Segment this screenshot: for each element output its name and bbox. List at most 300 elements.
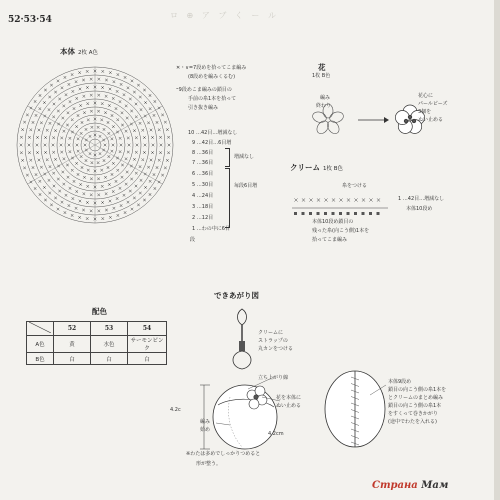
- single-crochet-mark: [112, 97, 115, 100]
- cotton-note-1: ※わたは多めでしっかりつめると: [186, 451, 261, 457]
- color-header-53: 53: [91, 322, 128, 336]
- single-crochet-mark: [144, 186, 147, 189]
- single-crochet-mark: [143, 151, 146, 154]
- single-crochet-mark: [52, 116, 55, 119]
- single-crochet-mark: [107, 155, 110, 158]
- single-crochet-mark: [32, 121, 35, 124]
- single-crochet-mark: [43, 115, 46, 118]
- single-crochet-mark: [32, 166, 35, 169]
- single-crochet-mark: [64, 76, 67, 79]
- single-crochet-mark: [135, 185, 138, 188]
- single-crochet-mark: [30, 181, 33, 184]
- single-crochet-mark: [79, 200, 82, 203]
- start-label-2: 始め: [200, 427, 211, 433]
- bracket-8: [225, 148, 230, 167]
- single-crochet-mark: [91, 126, 94, 129]
- body-round-10-stitch: [377, 212, 380, 215]
- color-row-a: [27, 336, 167, 353]
- single-crochet-mark: [144, 115, 147, 118]
- single-crochet-mark: [66, 124, 69, 127]
- single-crochet-mark: [78, 71, 81, 74]
- single-crochet-mark: [161, 114, 164, 117]
- body-round-10-stitch: [369, 212, 372, 215]
- watermark-text-2: Мам: [421, 480, 449, 491]
- single-crochet-mark: [81, 121, 84, 124]
- single-crochet-mark: [126, 171, 129, 174]
- single-crochet-mark: [79, 183, 82, 186]
- single-crochet-mark: [39, 180, 42, 183]
- single-crochet-mark: [136, 144, 139, 147]
- single-crochet-mark: [81, 166, 84, 169]
- single-crochet-mark: [97, 178, 100, 181]
- cotton-note-2: 形が整う。: [196, 461, 222, 467]
- single-crochet-mark: [144, 144, 147, 147]
- single-crochet-mark: [35, 173, 38, 176]
- cream-note-2: 残った糸(向こう側)1本を: [312, 228, 370, 234]
- single-crochet-mark: [103, 159, 106, 162]
- single-crochet-mark: [35, 114, 38, 117]
- single-crochet-mark: [131, 208, 134, 211]
- single-crochet-mark: [107, 166, 110, 169]
- single-crochet-mark: [63, 183, 66, 186]
- pearl-bead: [412, 119, 416, 123]
- bracket-7-2: [225, 168, 230, 228]
- single-crochet-mark: [63, 158, 66, 161]
- single-crochet-mark: [71, 169, 74, 172]
- single-crochet-mark: [62, 117, 65, 120]
- single-crochet-mark: [115, 107, 118, 110]
- cream-stitch-mark: [377, 198, 380, 201]
- color-table-header: [27, 322, 167, 336]
- single-crochet-mark: [99, 152, 102, 155]
- page-number: 52·53·54: [8, 15, 52, 25]
- round-4: 4 …24目: [192, 193, 214, 199]
- single-crochet-mark: [30, 107, 33, 110]
- single-crochet-mark: [105, 95, 108, 98]
- single-crochet-mark: [48, 192, 51, 195]
- single-crochet-mark: [130, 178, 133, 181]
- single-crochet-mark: [44, 199, 47, 202]
- single-crochet-mark: [129, 190, 132, 193]
- color-row-a-53: 水色: [91, 336, 128, 353]
- single-crochet-mark: [65, 194, 68, 197]
- single-crochet-mark: [21, 159, 24, 162]
- single-crochet-mark: [121, 164, 124, 167]
- single-crochet-mark: [86, 102, 89, 105]
- single-crochet-mark: [20, 151, 23, 154]
- single-crochet-mark: [73, 180, 76, 183]
- single-crochet-mark: [130, 123, 133, 126]
- single-crochet-mark: [111, 173, 114, 176]
- cream-row1: 1 …42目…増減なし: [398, 196, 445, 202]
- single-crochet-mark: [127, 87, 130, 90]
- single-crochet-mark: [86, 217, 89, 220]
- single-crochet-mark: [120, 83, 123, 86]
- single-crochet-mark: [83, 176, 86, 179]
- single-crochet-mark: [71, 131, 74, 134]
- color-header-empty: [27, 322, 54, 336]
- single-crochet-mark: [89, 152, 92, 155]
- single-crochet-mark: [29, 128, 32, 131]
- single-crochet-mark: [48, 179, 51, 182]
- single-crochet-mark: [85, 159, 88, 162]
- body-round-10-stitch: [347, 212, 350, 215]
- single-crochet-mark: [123, 93, 126, 96]
- single-crochet-mark: [26, 174, 29, 177]
- single-crochet-mark: [90, 178, 93, 181]
- single-crochet-mark: [72, 197, 75, 200]
- single-crochet-mark: [125, 158, 128, 161]
- single-crochet-mark: [71, 214, 74, 217]
- single-crochet-mark: [131, 80, 134, 83]
- single-crochet-mark: [34, 187, 37, 190]
- single-crochet-mark: [159, 151, 162, 154]
- single-crochet-mark: [97, 161, 100, 164]
- cream-row0: 本体10段め: [406, 206, 433, 212]
- single-crochet-mark: [149, 180, 152, 183]
- color-row-a-52: 黄: [54, 336, 91, 353]
- single-crochet-mark: [44, 144, 47, 147]
- single-crochet-mark: [156, 121, 159, 124]
- single-crochet-mark: [113, 80, 116, 83]
- flower-end-label-2: 終わり: [316, 103, 332, 109]
- single-crochet-mark: [158, 128, 161, 131]
- single-crochet-mark: [97, 126, 100, 129]
- round-8-note: 増減なし: [234, 154, 255, 160]
- single-crochet-mark: [167, 151, 170, 154]
- single-crochet-mark: [133, 91, 136, 94]
- pearl-bead: [404, 119, 408, 123]
- round-4-note: 毎段6目増: [234, 183, 258, 189]
- single-crochet-mark: [82, 209, 85, 212]
- single-crochet-mark: [61, 87, 64, 90]
- single-crochet-mark: [65, 93, 68, 96]
- strap-note-1: クリームに: [258, 330, 284, 336]
- single-crochet-mark: [28, 144, 31, 147]
- single-crochet-mark: [21, 128, 24, 131]
- single-crochet-mark: [86, 86, 89, 89]
- single-crochet-mark: [66, 164, 69, 167]
- flower-on-body-note-2: ぬい止める: [276, 403, 302, 409]
- single-crochet-mark: [98, 210, 101, 213]
- single-crochet-mark: [57, 80, 60, 83]
- single-crochet-mark: [105, 209, 108, 212]
- body-crochet-chart: [10, 60, 180, 230]
- single-crochet-mark: [52, 172, 55, 175]
- single-crochet-mark: [68, 83, 71, 86]
- single-crochet-mark: [159, 136, 162, 139]
- flower-on-body-note-1: 花を本体に: [276, 395, 302, 401]
- right-note-2: 鎖目の向こう側の糸1本を: [388, 387, 447, 393]
- cream-thread-label: 糸をつける: [342, 183, 368, 189]
- single-crochet-mark: [127, 151, 130, 154]
- bead-note-1: 花心に: [418, 93, 434, 99]
- single-crochet-mark: [43, 173, 46, 176]
- single-crochet-mark: [127, 137, 130, 140]
- single-crochet-mark: [143, 199, 146, 202]
- single-crochet-mark: [100, 169, 103, 172]
- single-crochet-mark: [158, 107, 161, 110]
- cream-subtitle: 1枚 B色: [323, 166, 344, 172]
- right-note-3: とクリームのまとめ編み: [388, 395, 444, 401]
- single-crochet-mark: [139, 122, 142, 125]
- bead-note-4: ぬい止める: [418, 117, 444, 123]
- cream-stitch-mark: [332, 198, 335, 201]
- single-crochet-mark: [57, 178, 60, 181]
- single-crochet-mark: [75, 207, 78, 210]
- symbol-note-4: 手前の糸1本を拾って: [188, 96, 237, 102]
- single-crochet-mark: [125, 105, 128, 108]
- single-crochet-mark: [53, 103, 56, 106]
- single-crochet-mark: [39, 107, 42, 110]
- single-crochet-mark: [77, 173, 80, 176]
- single-crochet-mark: [100, 119, 103, 122]
- single-crochet-mark: [112, 190, 115, 193]
- single-crochet-mark: [107, 121, 110, 124]
- cream-stitch-mark: [302, 198, 305, 201]
- single-crochet-mark: [36, 136, 39, 139]
- single-crochet-mark: [52, 136, 55, 139]
- color-row-b-label: B色: [27, 353, 54, 365]
- single-crochet-mark: [26, 114, 29, 117]
- single-crochet-mark: [103, 128, 106, 131]
- single-crochet-mark: [97, 110, 100, 113]
- single-crochet-mark: [140, 108, 143, 111]
- single-crochet-mark: [86, 201, 89, 204]
- single-crochet-mark: [101, 70, 104, 73]
- single-crochet-mark: [166, 128, 169, 131]
- single-crochet-mark: [34, 100, 37, 103]
- single-crochet-mark: [139, 96, 142, 99]
- single-crochet-mark: [141, 129, 144, 132]
- single-crochet-mark: [52, 144, 55, 147]
- single-crochet-mark: [75, 190, 78, 193]
- color-row-b-54: 白: [128, 353, 167, 365]
- single-crochet-mark: [158, 181, 161, 184]
- round-3: 3 …18目: [192, 204, 214, 210]
- right-note-5: をすくって巻きかがり: [388, 411, 438, 417]
- single-crochet-mark: [124, 76, 127, 79]
- single-crochet-mark: [147, 122, 150, 125]
- cream-title-text: クリーム: [290, 163, 320, 172]
- single-crochet-mark: [28, 151, 31, 154]
- body-round-10-stitch: [339, 212, 342, 215]
- single-crochet-mark: [99, 135, 102, 138]
- single-crochet-mark: [112, 144, 115, 147]
- color-row-a-54: サーモンピンク: [128, 336, 167, 353]
- single-crochet-mark: [135, 151, 138, 154]
- single-crochet-mark: [67, 112, 70, 115]
- single-crochet-mark: [119, 137, 122, 140]
- body-round-10-stitch: [294, 212, 297, 215]
- cream-note-3: 拾ってこま編み: [312, 237, 348, 243]
- single-crochet-mark: [58, 190, 61, 193]
- single-crochet-mark: [133, 129, 136, 132]
- single-crochet-mark: [54, 197, 57, 200]
- single-crochet-mark: [43, 186, 46, 189]
- petal-stitch: [315, 119, 331, 136]
- single-crochet-mark: [80, 132, 83, 135]
- single-crochet-mark: [117, 73, 120, 76]
- single-crochet-mark: [154, 100, 157, 103]
- single-crochet-mark: [58, 98, 61, 101]
- single-crochet-mark: [71, 73, 74, 76]
- single-crochet-mark: [133, 158, 136, 161]
- single-crochet-mark: [140, 179, 143, 182]
- single-crochet-mark: [48, 108, 51, 111]
- single-crochet-mark: [109, 216, 112, 219]
- single-crochet-mark: [97, 194, 100, 197]
- single-crochet-mark: [82, 79, 85, 82]
- single-crochet-mark: [137, 204, 140, 207]
- right-note-1: 本体9段め: [388, 379, 412, 385]
- single-crochet-mark: [64, 211, 67, 214]
- single-crochet-mark: [85, 149, 88, 152]
- single-crochet-mark: [69, 150, 72, 153]
- round-10: 10 …42目…増減なし: [188, 130, 238, 136]
- strap-note-3: 丸カンをつける: [258, 346, 294, 352]
- start-label-1: 編み: [200, 419, 211, 425]
- symbol-note-1: ✕・∨=7段めを拾ってこま編み: [176, 65, 247, 71]
- single-crochet-mark: [113, 207, 116, 210]
- single-crochet-mark: [116, 131, 119, 134]
- single-crochet-mark: [87, 169, 90, 172]
- single-crochet-mark: [147, 166, 150, 169]
- cream-stitch-mark: [309, 198, 312, 201]
- size-label: 4.2c: [170, 407, 181, 413]
- single-crochet-mark: [91, 161, 94, 164]
- single-crochet-mark: [44, 136, 47, 139]
- single-crochet-mark: [115, 180, 118, 183]
- single-crochet-mark: [149, 94, 152, 97]
- single-crochet-mark: [104, 176, 107, 179]
- single-crochet-mark: [135, 103, 138, 106]
- single-crochet-mark: [29, 159, 32, 162]
- petal-stitch: [311, 110, 327, 124]
- single-crochet-mark: [124, 211, 127, 214]
- single-crochet-mark: [149, 193, 152, 196]
- single-crochet-mark: [69, 137, 72, 140]
- single-crochet-mark: [79, 88, 82, 91]
- single-crochet-mark: [86, 185, 89, 188]
- single-crochet-mark: [78, 216, 81, 219]
- single-crochet-mark: [50, 204, 53, 207]
- petal-stitch: [328, 110, 344, 124]
- single-crochet-mark: [121, 112, 124, 115]
- single-crochet-mark: [85, 128, 88, 131]
- single-crochet-mark: [119, 100, 122, 103]
- single-crochet-mark: [77, 138, 80, 141]
- bead-note-2: パールビーズ: [418, 101, 448, 107]
- single-crochet-mark: [143, 136, 146, 139]
- bead-note-3: 3個を: [418, 109, 432, 115]
- single-crochet-mark: [63, 130, 66, 133]
- single-crochet-mark: [23, 121, 26, 124]
- single-crochet-mark: [127, 201, 130, 204]
- single-crochet-mark: [112, 125, 115, 128]
- single-crochet-mark: [102, 139, 105, 142]
- single-crochet-mark: [75, 80, 78, 83]
- single-crochet-mark: [90, 78, 93, 81]
- single-crochet-mark: [161, 174, 164, 177]
- single-crochet-mark: [71, 118, 74, 121]
- single-crochet-mark: [116, 90, 119, 93]
- body-round-10-stitch: [362, 212, 365, 215]
- body-round-10-stitch: [302, 212, 305, 215]
- single-crochet-mark: [20, 144, 23, 147]
- single-crochet-mark: [68, 144, 71, 147]
- single-crochet-mark: [57, 165, 60, 168]
- color-table: [26, 321, 167, 365]
- round-label: 段: [190, 237, 196, 243]
- single-crochet-mark: [57, 208, 60, 211]
- single-crochet-mark: [83, 192, 86, 195]
- single-crochet-mark: [164, 121, 167, 124]
- single-crochet-mark: [60, 144, 63, 147]
- single-crochet-mark: [152, 144, 155, 147]
- single-crochet-mark: [129, 98, 132, 101]
- single-crochet-mark: [44, 89, 47, 92]
- single-crochet-mark: [68, 204, 71, 207]
- single-crochet-mark: [101, 102, 104, 105]
- single-crochet-mark: [89, 135, 92, 138]
- cream-title: [290, 164, 343, 173]
- single-crochet-mark: [102, 149, 105, 152]
- single-crochet-mark: [111, 114, 114, 117]
- single-crochet-mark: [126, 117, 129, 120]
- right-note-4: 鎖目の向こう側の糸1本: [388, 403, 442, 409]
- body-round-10-stitch: [354, 212, 357, 215]
- single-crochet-mark: [112, 162, 115, 165]
- single-crochet-mark: [166, 159, 169, 162]
- single-crochet-mark: [63, 105, 66, 108]
- single-crochet-mark: [164, 167, 167, 170]
- single-crochet-mark: [109, 88, 112, 91]
- single-crochet-mark: [111, 150, 114, 153]
- single-crochet-mark: [156, 166, 159, 169]
- single-crochet-mark: [125, 183, 128, 186]
- single-crochet-mark: [108, 183, 111, 186]
- single-crochet-mark: [50, 84, 53, 87]
- strap-note-2: ストラップの: [258, 338, 288, 344]
- symbol-note-2: (8段めを編みくるむ): [188, 74, 236, 80]
- single-crochet-mark: [54, 158, 57, 161]
- single-crochet-mark: [121, 124, 124, 127]
- single-crochet-mark: [79, 104, 82, 107]
- single-crochet-mark: [135, 136, 138, 139]
- single-crochet-mark: [153, 114, 156, 117]
- pearl-bead: [408, 115, 412, 119]
- single-crochet-mark: [109, 200, 112, 203]
- petal-stitch: [325, 119, 341, 136]
- body-title-text: 本体: [60, 47, 75, 56]
- single-crochet-mark: [116, 197, 119, 200]
- single-crochet-mark: [38, 129, 41, 132]
- cream-stitch-mark: [294, 198, 297, 201]
- single-crochet-mark: [105, 192, 108, 195]
- single-crochet-mark: [84, 144, 87, 147]
- color-row-b: [27, 353, 167, 365]
- single-crochet-mark: [101, 217, 104, 220]
- cream-stitch-mark: [369, 198, 372, 201]
- single-crochet-mark: [143, 89, 146, 92]
- single-crochet-mark: [23, 167, 26, 170]
- cream-stitch-mark: [324, 198, 327, 201]
- color-header-52: 52: [54, 322, 91, 336]
- single-crochet-mark: [75, 162, 78, 165]
- single-crochet-mark: [130, 110, 133, 113]
- single-crochet-mark: [133, 197, 136, 200]
